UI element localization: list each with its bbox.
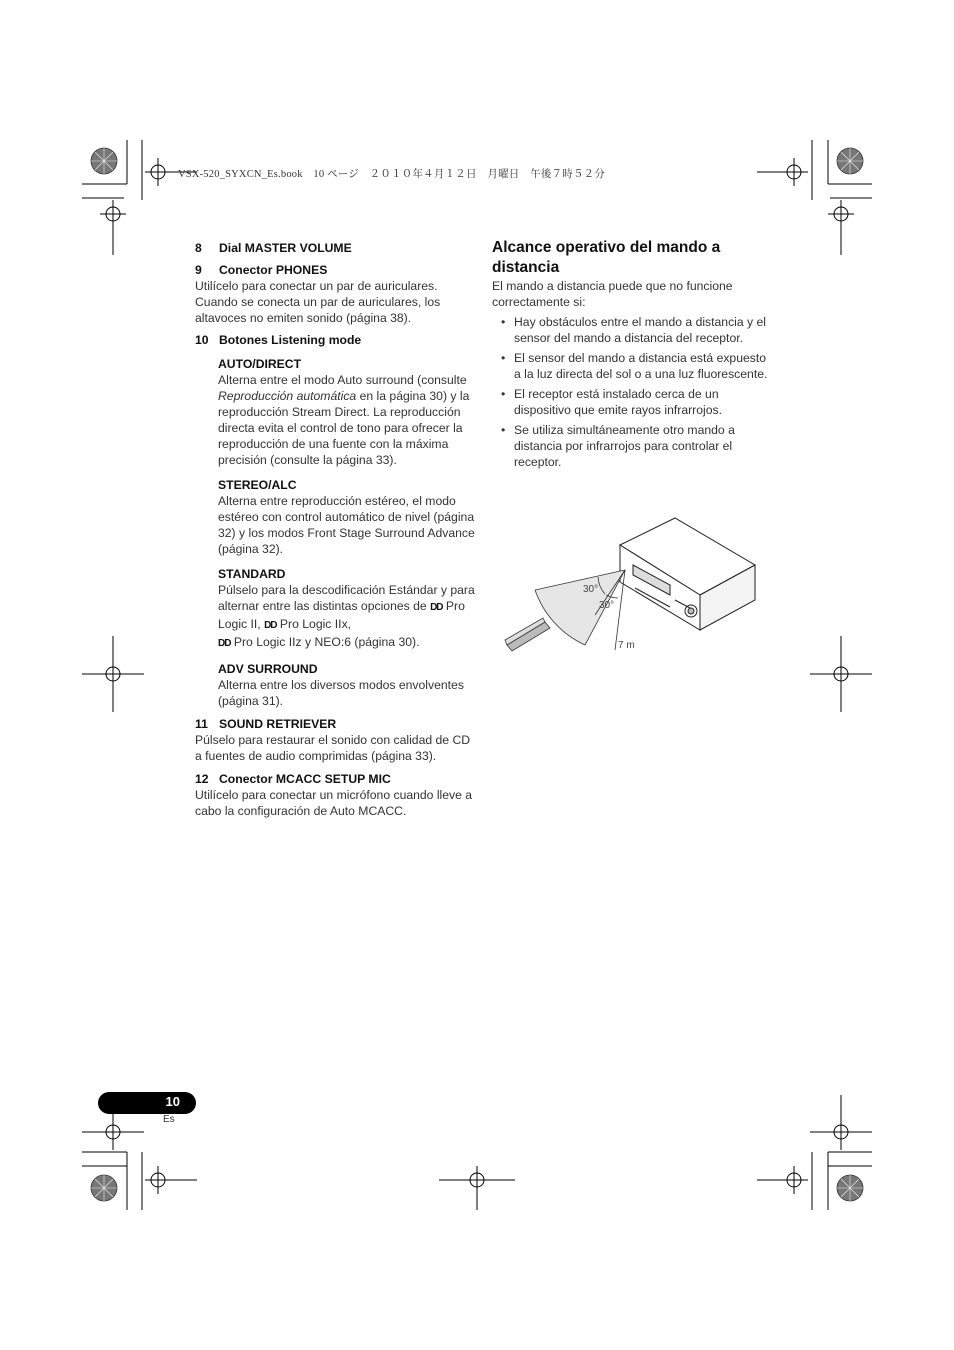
dolby-logo-icon: DD xyxy=(430,602,443,613)
item-10-heading: 10 Botones Listening mode xyxy=(195,333,362,347)
stereo-alc-text: Alterna entre reproducción estéreo, el modo estéreo con control automático de nivel (página 32) y los modos Front Stage Surround Advance (página 32). xyxy=(218,494,475,556)
right-column xyxy=(492,238,770,474)
item-9-text: Utilícelo para conectar un par de auriculares. Cuando se conecta un par de auriculares, los altavoces no emiten sonido (página 38). xyxy=(195,279,441,325)
dolby-logo-icon: DD xyxy=(264,620,277,631)
item-11-text: Púlselo para restaurar el sonido con calidad de CD a fuentes de audio comprimidas (página 33). xyxy=(195,733,471,763)
item-11-heading: 11 SOUND RETRIEVER xyxy=(195,717,337,731)
item-8-heading: 8 Dial MASTER VOLUME xyxy=(195,241,352,255)
bullet-item: • Hay obstáculos entre el mando a distancia y el sensor del mando a distancia del receptor. xyxy=(492,314,770,346)
adv-surround-text: Alterna entre los diversos modos envolventes (página 31). xyxy=(218,678,464,708)
bullet-item: • El sensor del mando a distancia está expuesto a la luz directa del sol o a una luz fluorescente. xyxy=(492,350,770,382)
item-12-heading: 12 Conector MCACC SETUP MIC xyxy=(195,772,391,786)
stereo-alc-heading: STEREO/ALC xyxy=(218,478,297,492)
print-file-header: VSX-520_SYXCN_Es.book 10 ページ ２０１０年４月１２日 月曜日 午後７時５２分 xyxy=(178,169,606,180)
left-column xyxy=(195,240,475,819)
page-number-tab xyxy=(98,1092,196,1114)
auto-direct-heading: AUTO/DIRECT xyxy=(218,357,302,371)
distance-label: 7 m xyxy=(618,640,635,651)
section-intro: El mando a distancia puede que no funcione correctamente si: xyxy=(492,279,733,309)
auto-direct-text: Alterna entre el modo Auto surround (consulte Reproducción automática en la página 30) y la reproducción Stream Direct. La reproducción directa evita el control de tono para ofrecer la reproducción de una fuente con la máxima precisión (consulte la página 33). xyxy=(218,373,470,467)
standard-heading: STANDARD xyxy=(218,567,286,581)
angle-label: 30° xyxy=(599,600,615,611)
language-code: Es xyxy=(163,1114,175,1125)
standard-text: Púlselo para la descodificación Estándar y para alternar entre las distintas opciones de DD Pro Logic II, DD Pro Logic IIx, DD Pro Logic IIz y NEO:6 (página 30). xyxy=(218,582,475,652)
remote-control-illustration xyxy=(505,618,550,651)
dolby-logo-icon: DD xyxy=(218,638,231,649)
angle-label: 30° xyxy=(583,584,599,595)
receiver-illustration xyxy=(620,518,755,630)
page-number: 10 xyxy=(165,1094,180,1109)
remote-range-figure xyxy=(495,510,765,660)
bullet-item: • El receptor está instalado cerca de un dispositivo que emite rayos infrarrojos. xyxy=(492,386,770,418)
section-heading: Alcance operativo del mando a distancia xyxy=(492,239,721,276)
item-9-heading: 9 Conector PHONES xyxy=(195,263,328,277)
item-12-text: Utilícelo para conectar un micrófono cuando lleve a cabo la configuración de Auto MCACC. xyxy=(195,788,473,818)
adv-surround-heading: ADV SURROUND xyxy=(218,662,318,676)
listening-modes xyxy=(195,356,475,709)
bullet-item: • Se utiliza simultáneamente otro mando a distancia por infrarrojos para controlar el receptor. xyxy=(492,422,770,470)
